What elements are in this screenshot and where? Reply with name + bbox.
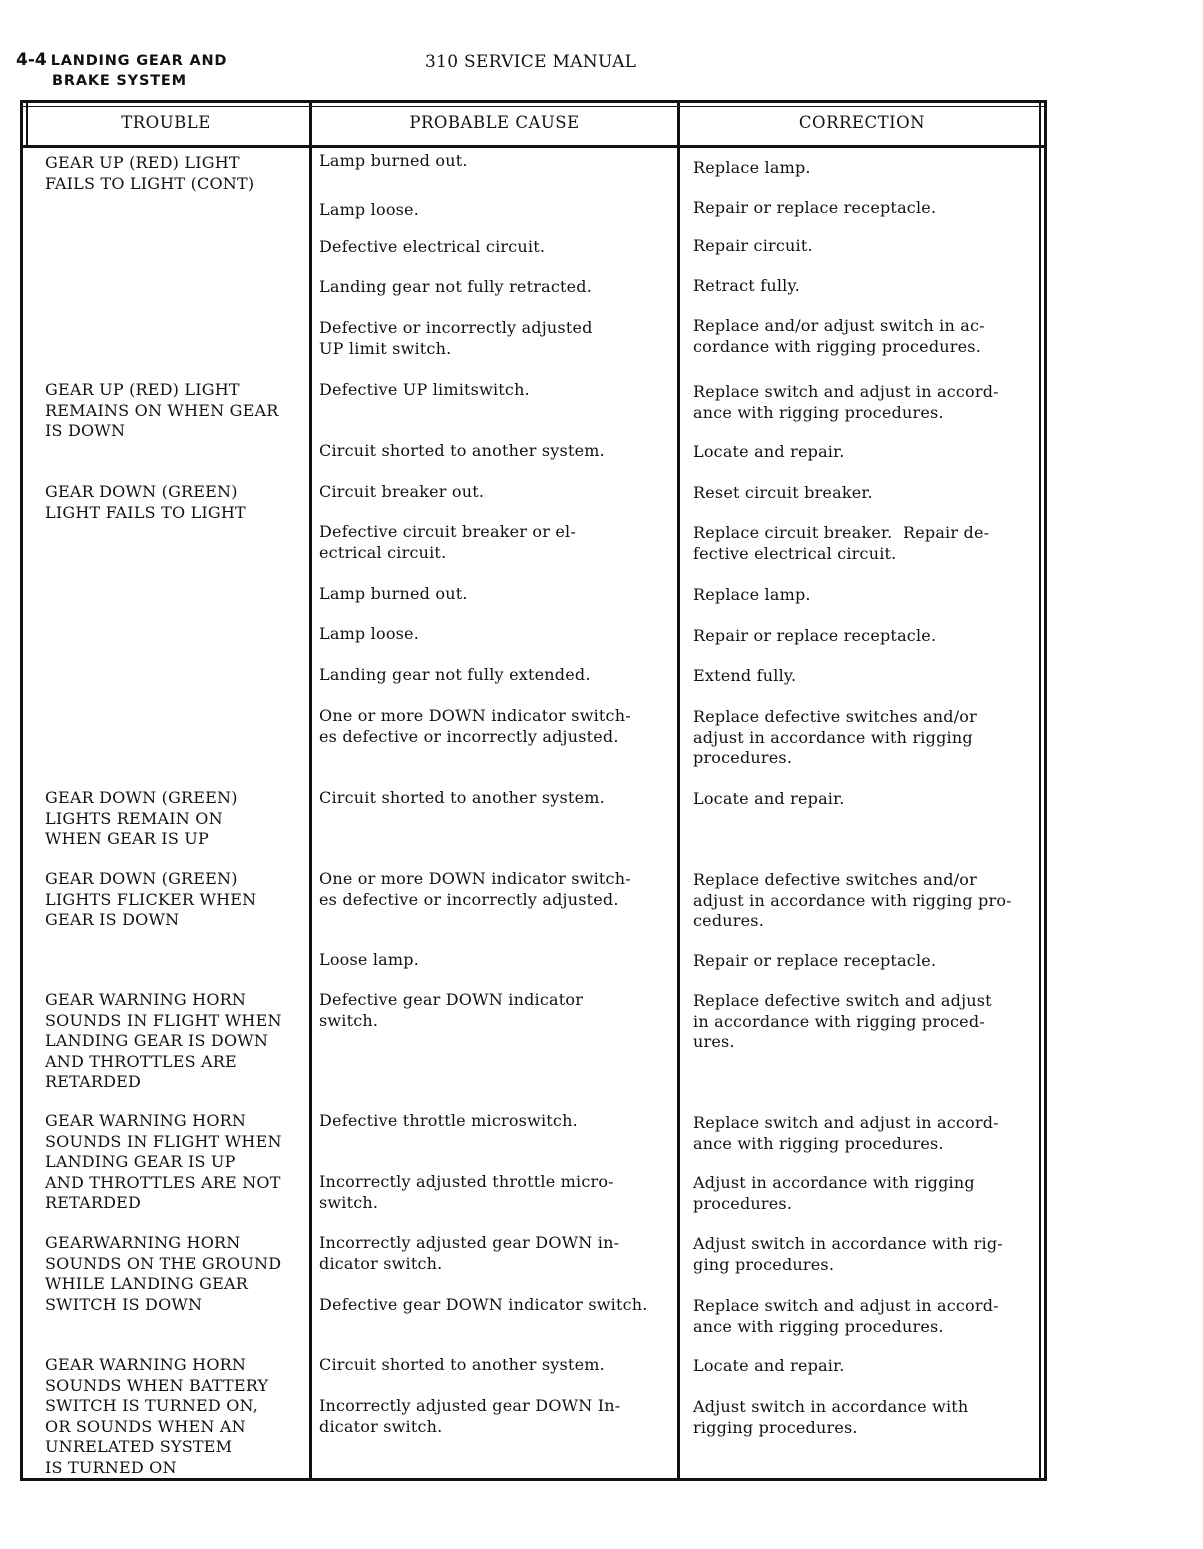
column-divider bbox=[677, 103, 680, 1478]
correction-cell: Locate and repair. bbox=[693, 442, 845, 461]
trouble-cell: GEAR WARNING HORN SOUNDS IN FLIGHT WHEN LANDING GEAR IS DOWN AND THROTTLES ARE RETARDED bbox=[45, 990, 282, 1091]
correction-cell: Replace defective switch and adjust in accordance with rigging proced- ures. bbox=[693, 991, 992, 1051]
column-divider bbox=[309, 103, 312, 1478]
correction-cell: Replace and/or adjust switch in ac- cordance with rigging procedures. bbox=[693, 316, 985, 356]
trouble-cell: GEAR DOWN (GREEN) LIGHTS REMAIN ON WHEN GEAR IS UP bbox=[45, 788, 238, 848]
correction-cell: Repair or replace receptacle. bbox=[693, 198, 937, 217]
cause-cell: One or more DOWN indicator switch- es defective or incorrectly adjusted. bbox=[319, 706, 631, 746]
cause-cell: Incorrectly adjusted gear DOWN In- dicator switch. bbox=[319, 1396, 621, 1436]
cause-cell: Defective UP limitswitch. bbox=[319, 380, 530, 399]
cause-cell: Incorrectly adjusted gear DOWN in- dicator switch. bbox=[319, 1233, 620, 1273]
cause-cell: Circuit shorted to another system. bbox=[319, 788, 605, 807]
correction-cell: Repair or replace receptacle. bbox=[693, 951, 937, 970]
correction-cell: Adjust switch in accordance with rigging procedures. bbox=[693, 1397, 969, 1437]
manual-title: 310 SERVICE MANUAL bbox=[425, 52, 637, 72]
column-header-correction: CORRECTION bbox=[798, 113, 926, 132]
correction-cell: Replace circuit breaker. Repair de- fective electrical circuit. bbox=[693, 523, 990, 563]
column-header-trouble: TROUBLE bbox=[121, 113, 211, 132]
correction-cell: Extend fully. bbox=[693, 666, 797, 685]
correction-cell: Repair or replace receptacle. bbox=[693, 626, 937, 645]
correction-cell: Replace lamp. bbox=[693, 585, 811, 604]
table-border bbox=[23, 106, 1044, 107]
section-number: 4-4 bbox=[16, 50, 47, 70]
cause-cell: Loose lamp. bbox=[319, 950, 420, 969]
section-title-line2: BRAKE SYSTEM bbox=[52, 73, 187, 89]
correction-cell: Repair circuit. bbox=[693, 236, 813, 255]
section-title-line1: LANDING GEAR AND bbox=[50, 53, 228, 69]
cause-cell: Incorrectly adjusted throttle micro- switch. bbox=[319, 1172, 614, 1212]
correction-cell: Replace switch and adjust in accord- ance with rigging procedures. bbox=[693, 1113, 999, 1153]
trouble-cell: GEARWARNING HORN SOUNDS ON THE GROUND WHILE LANDING GEAR SWITCH IS DOWN bbox=[45, 1233, 282, 1314]
troubleshooting-table bbox=[20, 100, 1047, 1481]
table-border bbox=[1039, 103, 1041, 1478]
cause-cell: Defective throttle microswitch. bbox=[319, 1111, 578, 1130]
correction-cell: Replace switch and adjust in accord- ance with rigging procedures. bbox=[693, 382, 999, 422]
cause-cell: Landing gear not fully extended. bbox=[319, 665, 591, 684]
correction-cell: Locate and repair. bbox=[693, 1356, 845, 1375]
trouble-cell: GEAR WARNING HORN SOUNDS WHEN BATTERY SWITCH IS TURNED ON, OR SOUNDS WHEN AN UNRELATED SYSTEM IS TURNED ON bbox=[45, 1355, 269, 1477]
cause-cell: Lamp loose. bbox=[319, 624, 420, 643]
correction-cell: Locate and repair. bbox=[693, 789, 845, 808]
cause-cell: Defective gear DOWN indicator switch. bbox=[319, 1295, 648, 1314]
correction-cell: Replace defective switches and/or adjust in accordance with rigging pro- cedures. bbox=[693, 870, 1012, 930]
correction-cell: Adjust switch in accordance with rig- ging procedures. bbox=[693, 1234, 1003, 1274]
header-divider bbox=[23, 145, 1044, 148]
cause-cell: Defective or incorrectly adjusted UP limit switch. bbox=[319, 318, 593, 358]
cause-cell: Defective electrical circuit. bbox=[319, 237, 546, 256]
cause-cell: One or more DOWN indicator switch- es defective or incorrectly adjusted. bbox=[319, 869, 631, 909]
trouble-cell: GEAR UP (RED) LIGHT FAILS TO LIGHT (CONT) bbox=[45, 153, 255, 193]
correction-cell: Retract fully. bbox=[693, 276, 800, 295]
column-header-probable-cause: PROBABLE CAUSE bbox=[409, 113, 580, 132]
cause-cell: Defective gear DOWN indicator switch. bbox=[319, 990, 584, 1030]
correction-cell: Reset circuit breaker. bbox=[693, 483, 873, 502]
correction-cell: Replace switch and adjust in accord- ance with rigging procedures. bbox=[693, 1296, 999, 1336]
correction-cell: Adjust in accordance with rigging procedures. bbox=[693, 1173, 975, 1213]
trouble-cell: GEAR DOWN (GREEN) LIGHTS FLICKER WHEN GEAR IS DOWN bbox=[45, 869, 257, 929]
cause-cell: Landing gear not fully retracted. bbox=[319, 277, 593, 296]
trouble-cell: GEAR WARNING HORN SOUNDS IN FLIGHT WHEN LANDING GEAR IS UP AND THROTTLES ARE NOT RETARDED bbox=[45, 1111, 282, 1212]
trouble-cell: GEAR DOWN (GREEN) LIGHT FAILS TO LIGHT bbox=[45, 482, 246, 522]
cause-cell: Circuit shorted to another system. bbox=[319, 1355, 605, 1374]
cause-cell: Lamp burned out. bbox=[319, 584, 468, 603]
section-heading bbox=[16, 50, 227, 91]
cause-cell: Lamp loose. bbox=[319, 200, 420, 219]
trouble-cell: GEAR UP (RED) LIGHT REMAINS ON WHEN GEAR IS DOWN bbox=[45, 380, 279, 440]
cause-cell: Circuit shorted to another system. bbox=[319, 441, 605, 460]
correction-cell: Replace defective switches and/or adjust in accordance with rigging procedures. bbox=[693, 707, 977, 767]
cause-cell: Defective circuit breaker or el- ectrical circuit. bbox=[319, 522, 576, 562]
cause-cell: Circuit breaker out. bbox=[319, 482, 485, 501]
cause-cell: Lamp burned out. bbox=[319, 151, 468, 170]
correction-cell: Replace lamp. bbox=[693, 158, 811, 177]
